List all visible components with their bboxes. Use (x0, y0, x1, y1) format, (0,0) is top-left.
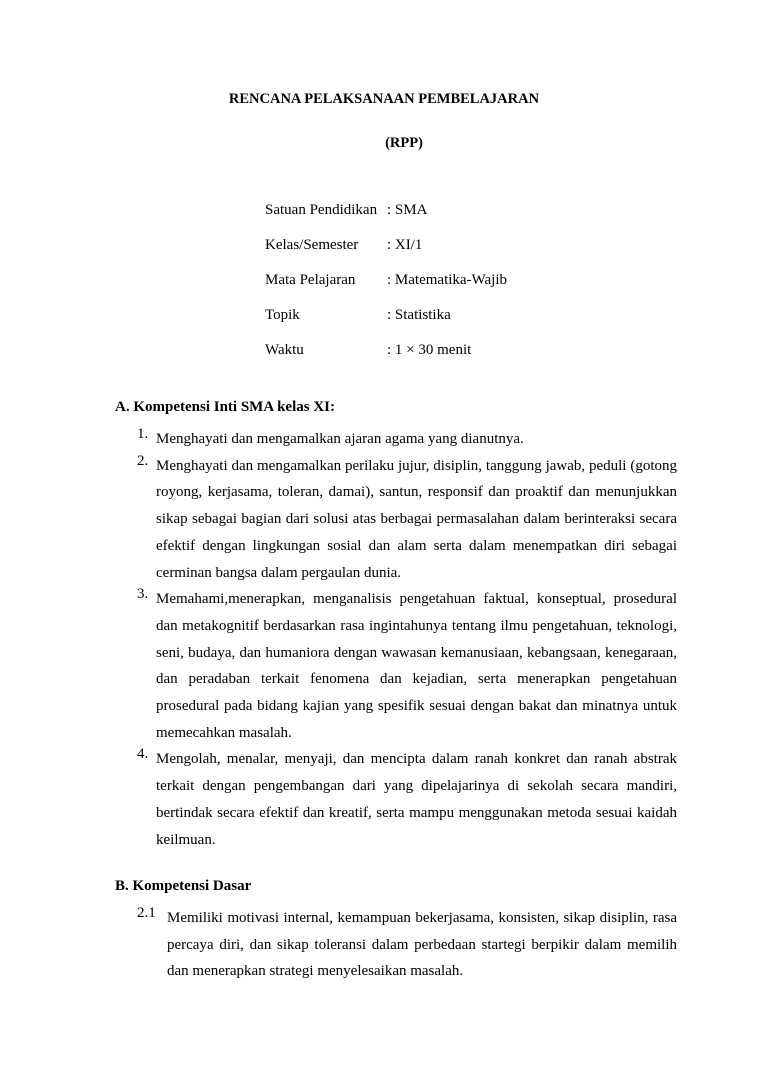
meta-row-mapel (265, 271, 507, 306)
list-item (137, 905, 677, 985)
meta-value: : Statistika (387, 307, 451, 323)
meta-key: Kelas/Semester (265, 237, 359, 253)
document-subtitle: (RPP) (385, 135, 423, 151)
kompetensi-dasar-list (137, 905, 677, 985)
meta-row-kelas (265, 236, 507, 271)
item-text: Memiliki motivasi internal, kemampuan bekerjasama, konsisten, sikap disiplin, rasa percaya diri, dan sikap toleransi dalam perbedaan startegi berpikir dalam memilih dan menerapkan strategi menyelesaikan masalah. (167, 910, 677, 980)
item-text: Menghayati dan mengamalkan ajaran agama yang dianutnya. (156, 431, 524, 447)
kompetensi-inti-list (137, 426, 677, 853)
meta-key: Waktu (265, 342, 304, 358)
list-item (137, 426, 677, 453)
meta-value: : SMA (387, 202, 428, 218)
meta-row-satuan (265, 201, 507, 236)
section-b-heading: B. Kompetensi Dasar (115, 878, 252, 894)
item-number: 1. (137, 426, 149, 442)
meta-row-waktu (265, 341, 507, 376)
item-text: Memahami,menerapkan, menganalisis pengetahuan faktual, konseptual, prosedural dan metakognitif berdasarkan rasa ingintahunya tentang ilmu pengetahuan, teknologi, seni, budaya, dan humaniora dengan wawasan kemanusiaan, kebangsaan, kenegaraan, dan peradaban terkait fenomena dan kejadian, serta menerapkan pengetahuan prosedural pada bidang kajian yang spesifik sesuai dengan bakat dan minatnya untuk memecahkan masalah. (156, 591, 677, 741)
meta-key: Mata Pelajaran (265, 272, 356, 288)
item-number: 2. (137, 452, 149, 469)
meta-value: : Matematika-Wajib (387, 272, 507, 288)
section-a-heading: A. Kompetensi Inti SMA kelas XI: (115, 399, 336, 415)
document-title: RENCANA PELAKSANAAN PEMBELAJARAN (228, 91, 540, 107)
item-text: Mengolah, menalar, menyaji, dan mencipta dalam ranah konkret dan ranah abstrak terkait dengan pengembangan dari yang dipelajarinya di sekolah secara mandiri, bertindak secara efektif dan kreatif, serta mampu menggunakan metoda sesuai kaidah keilmuan. (156, 751, 677, 848)
list-item (137, 453, 677, 587)
meta-key: Topik (265, 307, 300, 323)
item-number: 3. (137, 586, 149, 603)
meta-key: Satuan Pendidikan (265, 202, 378, 218)
item-number: 2.1 (137, 905, 156, 921)
item-number: 4. (137, 746, 149, 763)
item-text: Menghayati dan mengamalkan perilaku jujur, disiplin, tanggung jawab, peduli (gotong royong, kerjasama, toleran, damai), santun, responsif dan proaktif dan menunjukkan sikap sebagai bagian dari solusi atas berbagai permasalahan dalam berinteraksi secara efektif dengan lingkungan sosial dan alam serta dalam menempatkan diri sebagai cerminan bangsa dalam pergaulan dunia. (156, 457, 677, 581)
meta-value: : 1 × 30 menit (387, 342, 472, 358)
identity-table (265, 201, 507, 376)
list-item (137, 746, 677, 853)
meta-value: : XI/1 (387, 237, 423, 253)
meta-row-topik (265, 306, 507, 341)
list-item (137, 586, 677, 746)
